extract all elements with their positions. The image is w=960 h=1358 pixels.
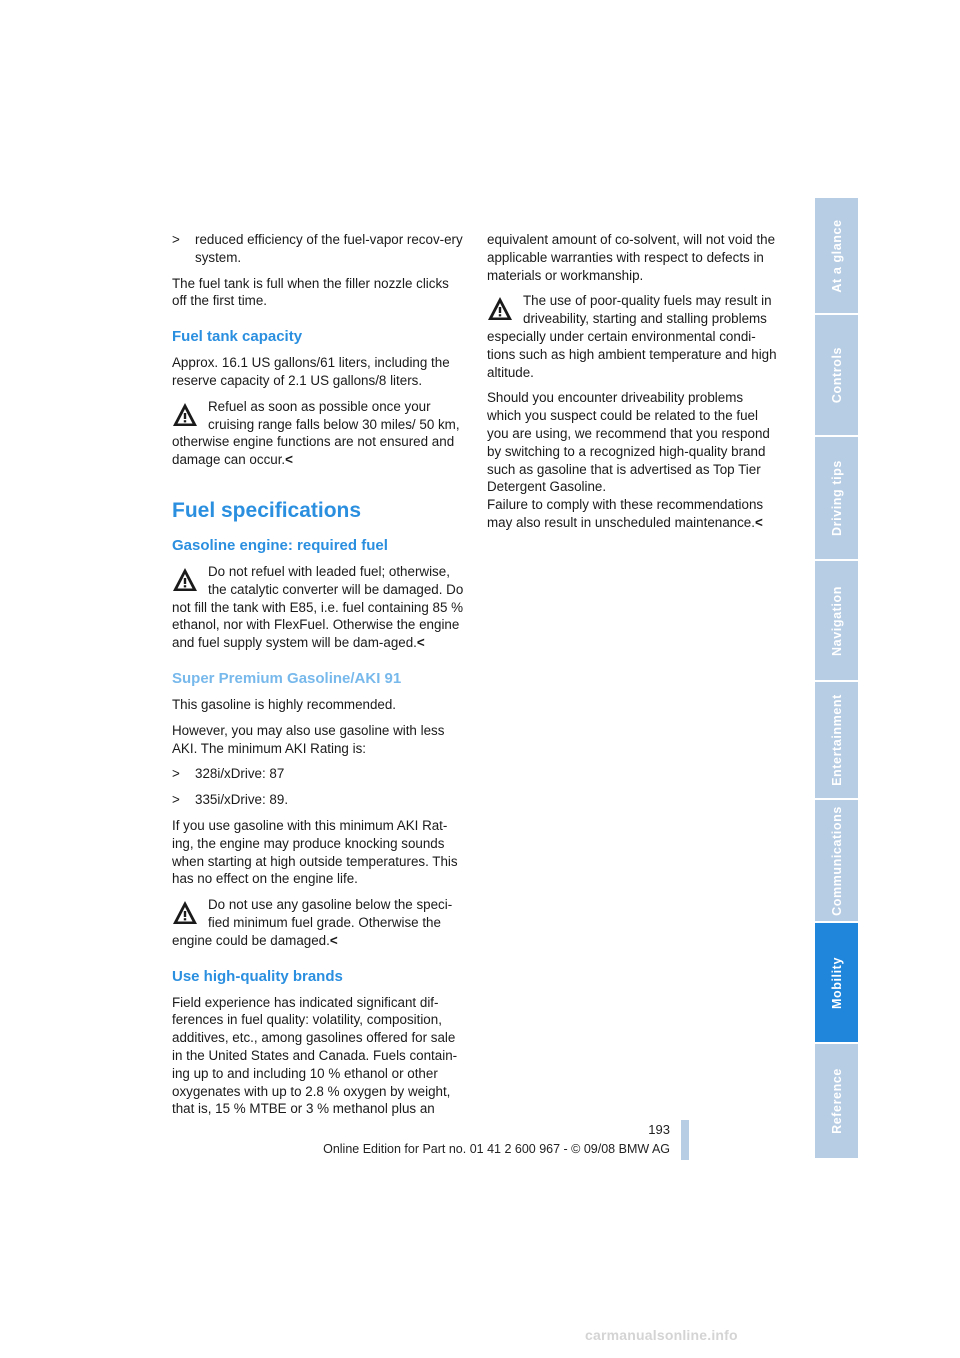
warning-min-grade [172, 896, 464, 949]
warning-triangle-icon [487, 296, 513, 322]
warning-refuel [172, 398, 464, 469]
tab-label: Navigation [829, 585, 844, 656]
tab-controls[interactable] [815, 315, 858, 437]
right-column [487, 231, 779, 540]
warning-text: Refuel as soon as possible once your cruising range falls below 30 miles/ 50 km, otherwise engine functions are not ensured and damage can occur. [172, 398, 460, 468]
section-tabs [815, 198, 858, 1160]
bullet-mark: > [172, 792, 180, 808]
bullet-text: 328i/xDrive: 87 [195, 766, 285, 782]
tab-driving-tips[interactable] [815, 437, 858, 561]
paragraph-driveability: Should you encounter driveability problems which you suspect could be related to the fuel you are using, we recommend that you respond by switching to a recognized high-quality brand such as gasoline that is advertised as Top Tier Detergent Gasoline. [487, 390, 770, 495]
heading-fuel-tank-capacity: Fuel tank capacity [172, 328, 303, 346]
tab-entertainment[interactable] [815, 682, 858, 800]
footer-bar [681, 1120, 689, 1160]
page-number: 193 [648, 1122, 670, 1137]
tab-label: Reference [829, 1068, 844, 1134]
paragraph-knocking: If you use gasoline with this minimum AKI Rat-ing, the engine may produce knocking sounds when starting at high outside temperatures. This has no effect on the engine life. [172, 817, 458, 887]
warning-leaded-fuel [172, 563, 464, 652]
warning-triangle-icon [172, 900, 198, 926]
tab-navigation[interactable] [815, 561, 858, 682]
warning-text: Do not use any gasoline below the speci-fied minimum fuel grade. Otherwise the engine could be damaged. [172, 897, 453, 948]
warning-text: Do not refuel with leaded fuel; otherwise, the catalytic converter will be damaged. Do not fill the tank with E85, i.e. fuel containing 85 % ethanol, nor with FlexFuel. Otherwise the engine and fuel supply system will be dam-aged. [172, 563, 464, 651]
bullet-mark: > [172, 766, 180, 782]
tab-label: Entertainment [829, 694, 844, 786]
tab-label: Controls [829, 346, 844, 404]
warning-text: The use of poor-quality fuels may result in driveability, starting and stalling problems especially under certain environmental condi-tions such as high ambient temperature and high altitude. [487, 293, 777, 380]
bullet-text: 335i/xDrive: 89. [195, 792, 289, 808]
heading-high-quality-brands: Use high-quality brands [172, 967, 343, 985]
bullet-text: reduced efficiency of the fuel-vapor recov-ery system. [195, 232, 463, 265]
warning-triangle-icon [172, 402, 198, 428]
heading-fuel-specifications: Fuel specifications [172, 498, 362, 522]
heading-super-premium: Super Premium Gasoline/AKI 91 [172, 669, 402, 687]
tab-communications[interactable] [815, 800, 858, 923]
paragraph-full-tank: The fuel tank is full when the filler nozzle clicks off the first time. [172, 275, 449, 309]
warning-poor-quality [487, 292, 779, 381]
heading-gasoline-engine: Gasoline engine: required fuel [172, 536, 388, 554]
edition-footer: Online Edition for Part no. 01 41 2 600 967 - © 09/08 BMW AG [323, 1142, 670, 1156]
warning-triangle-icon [172, 567, 198, 593]
paragraph-capacity: Approx. 16.1 US gallons/61 liters, including the reserve capacity of 2.1 US gallons/8 liters. [172, 355, 450, 388]
end-mark: < [329, 932, 338, 948]
end-mark: < [285, 452, 293, 468]
end-mark: < [416, 635, 425, 651]
bullet-item [172, 231, 464, 267]
bullet-item [172, 791, 464, 809]
tab-label: At a glance [829, 218, 844, 293]
left-column [172, 231, 464, 1126]
bullet-mark: > [172, 232, 180, 247]
paragraph-field-experience: Field experience has indicated significant dif-ferences in fuel quality: volatility, composition, additives, etc., among gasolines offered for sale in the United States and Canada. Fuels contain-ing up to and including 10 % ethanol or other oxygenates with up to 2.8 % oxygen by weight, that is, 15 % MTBE or 3 % methanol plus an [172, 994, 458, 1117]
paragraph-cosolvent: equivalent amount of co-solvent, will not void the applicable warranties with respect to defects in materials or workmanship. [487, 232, 776, 283]
tab-reference[interactable] [815, 1044, 858, 1160]
paragraph-failure-text: Failure to comply with these recommendations may also result in unscheduled maintenance. [487, 497, 764, 530]
bullet-item [172, 765, 464, 783]
tab-label: Mobility [829, 956, 844, 1009]
paragraph-less-aki: However, you may also use gasoline with less AKI. The minimum AKI Rating is: [172, 722, 445, 756]
paragraph-failure [487, 496, 779, 532]
paragraph-recommended: This gasoline is highly recommended. [172, 696, 397, 712]
end-mark: < [754, 514, 763, 530]
tab-label: Communications [829, 805, 844, 916]
tab-mobility[interactable] [815, 923, 858, 1044]
tab-at-a-glance[interactable] [815, 198, 858, 315]
tab-label: Driving tips [829, 460, 844, 536]
watermark: carmanualsonline.info [585, 1327, 738, 1343]
